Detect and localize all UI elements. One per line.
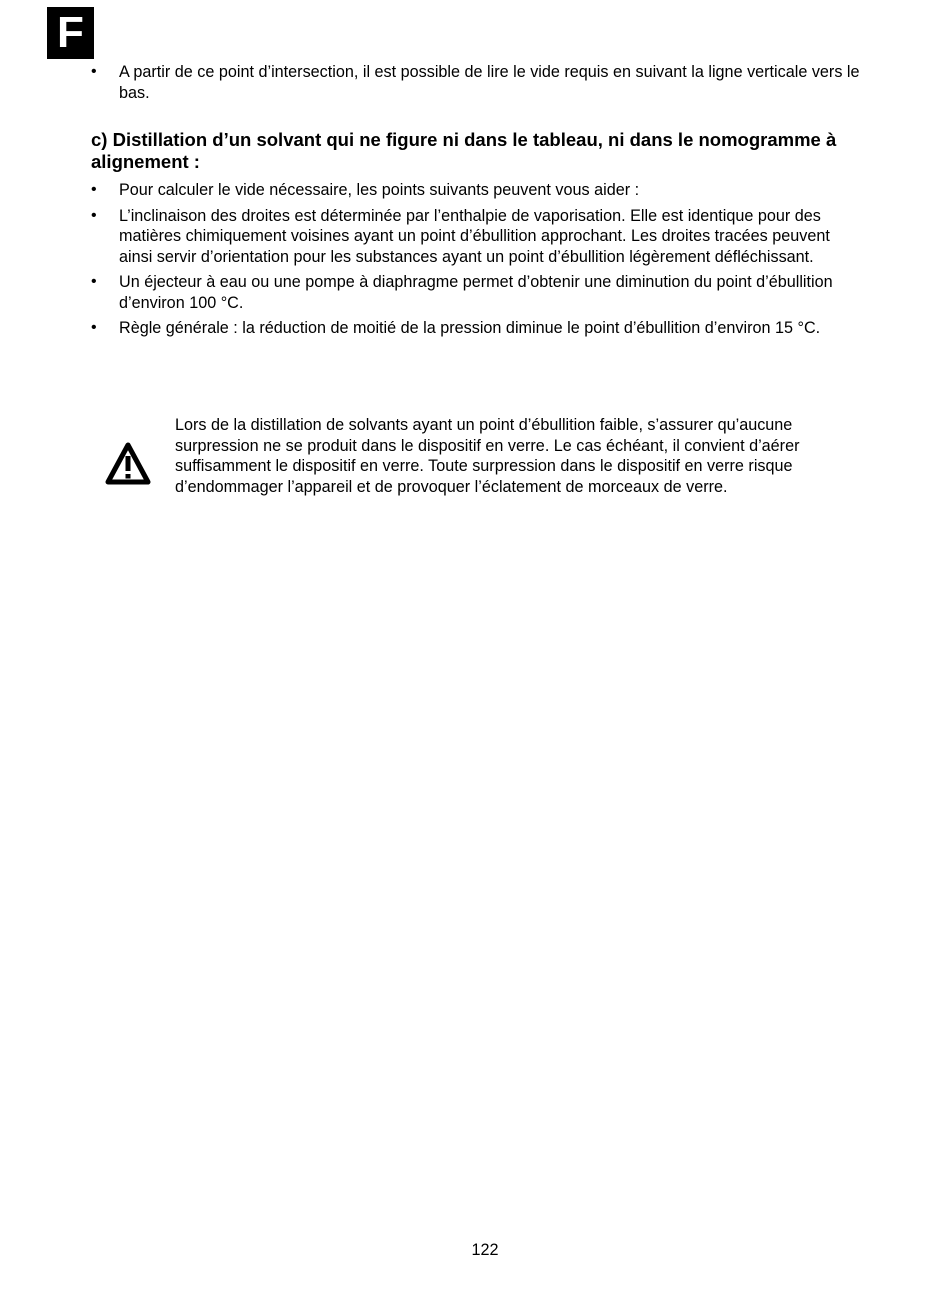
- bullet-glyph: •: [91, 206, 97, 224]
- bullet-text: Pour calculer le vide nécessaire, les points suivants peuvent vous aider :: [119, 181, 640, 199]
- warning-triangle-icon: [105, 442, 151, 486]
- bullet-glyph: •: [91, 63, 97, 80]
- section-heading: c) Distillation d’un solvant qui ne figure ni dans le tableau, ni dans le nomogramme à alignement :: [91, 129, 837, 172]
- bullet-text: Règle générale : la réduction de moitié de la pression diminue le point d’ébullition d’environ 15 °C.: [119, 319, 821, 337]
- page-number: 122: [471, 1241, 499, 1259]
- list-item: [91, 180, 861, 201]
- section-bullet-list: [91, 180, 861, 344]
- bullet-text: A partir de ce point d’intersection, il est possible de lire le vide requis en suivant la ligne verticale vers le bas.: [119, 63, 860, 102]
- bullet-glyph: •: [91, 181, 97, 198]
- bullet-glyph: •: [91, 273, 97, 290]
- list-item: [91, 62, 861, 103]
- list-item: [91, 206, 861, 268]
- bullet-glyph: •: [91, 319, 97, 336]
- bullet-text: L’inclinaison des droites est déterminée par l’enthalpie de vaporisation. Elle est identique pour des matières chimiquement voisines ayant un point d’ébullition approchant. Les droites tracées peuvent ainsi servir d’orientation pour les substances ayant un point d’ébullition légèrement défléchissant.: [119, 206, 830, 266]
- bullet-text: Un éjecteur à eau ou une pompe à diaphragme permet d’obtenir une diminution du point d’ébullition d’environ 100 °C.: [119, 273, 833, 312]
- list-item: [91, 272, 861, 313]
- language-tab: F: [47, 7, 94, 59]
- warning-text: Lors de la distillation de solvants ayant un point d’ébullition faible, s’assurer qu’aucune surpression ne se produit dans le dispositif en verre. Le cas échéant, il convient d’aérer suffisamment le dispositif en verre. Toute surpression dans le dispositif en verre risque d’endommager l’appareil et de provoquer l’éclatement de morceaux de verre.: [175, 416, 800, 496]
- intro-bullet-list: [91, 62, 861, 108]
- list-item: [91, 318, 861, 339]
